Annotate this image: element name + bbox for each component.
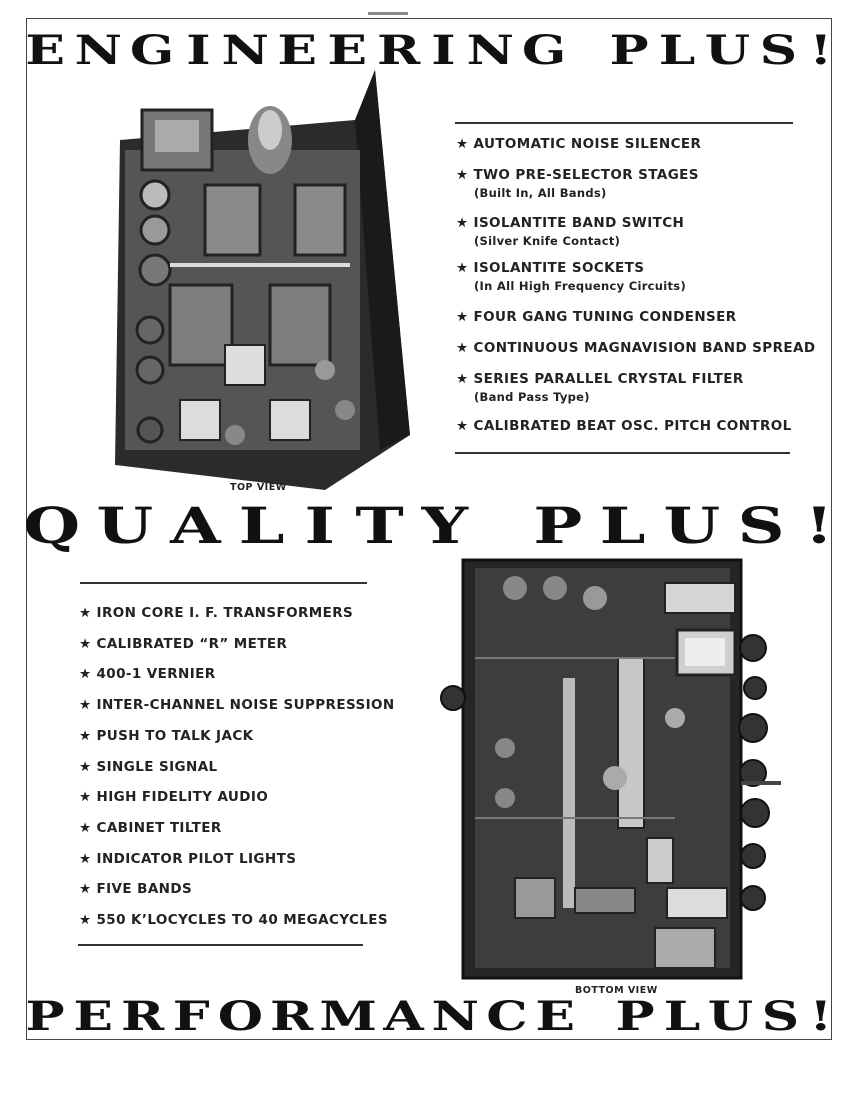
headline-letter: L [238,495,285,555]
headline-letter: S [737,495,785,555]
top-feature-item [456,167,699,200]
top-feature-item [456,340,815,356]
bottom-feature-item [79,636,287,652]
headline-letter: E [25,26,66,74]
top-features-rule-bottom [455,452,790,454]
top-feature-sub: (Silver Knife Contact) [474,234,621,248]
headline-letter: I [431,26,456,74]
headline-letter: T [355,495,404,555]
headline-letter: M [319,992,377,1040]
bottom-feature-item [79,820,222,836]
headline-letter: P [615,992,655,1040]
headline-letter: P [532,495,582,555]
bottom-features-rule-top [80,582,367,584]
top-feature-label: ISOLANTITE BAND SWITCH [473,215,685,231]
bottom-feature-item [79,728,254,744]
top-feature-sub: (Band Pass Type) [474,390,590,404]
headline-letter: Y [421,495,469,555]
headline-letter: L [658,26,696,74]
star-icon: ★ [79,758,92,775]
top-feature-item [456,215,684,248]
star-icon: ★ [79,912,92,928]
star-icon: ★ [79,789,92,806]
headline-letter: R [120,992,165,1040]
star-icon: ★ [79,697,92,714]
headline-letter: U [708,992,754,1040]
bottom-features-rule-bottom [78,944,363,946]
headline-letter: R [270,992,314,1040]
top-feature-item [456,309,737,325]
top-feature-item [456,418,792,434]
headline-letter: U [705,26,751,74]
star-icon: ★ [456,371,469,387]
headline-letter [586,993,604,1040]
star-icon: ★ [79,727,92,744]
bottom-feature-item [79,912,388,928]
headline-letter: G [130,26,175,74]
top-view-photo [110,70,412,490]
star-icon: ★ [456,167,469,183]
headline-letter: G [522,26,567,74]
star-icon: ★ [79,850,92,867]
bottom-feature-item [79,881,192,897]
bottom-feature-item [79,789,268,805]
bottom-feature-item [79,759,218,775]
star-icon: ★ [456,309,469,325]
bottom-feature-label: PUSH TO TALK JACK [96,727,254,744]
headline-letter: ! [804,495,834,555]
star-icon: ★ [79,666,92,683]
star-icon: ★ [79,819,92,836]
headline-letter: E [73,992,113,1040]
headline-letter: R [376,26,420,74]
headline-letter: P [25,992,65,1040]
bottom-feature-label: 550 K’LOCYCLES TO 40 MEGACYCLES [96,912,389,928]
scan-mark [368,12,408,15]
bottom-feature-item [79,605,353,621]
headline-letter: O [217,992,263,1040]
headline-letter: L [600,495,646,555]
top-features-rule-top [455,122,793,124]
headline-letter [489,496,512,555]
top-feature-label: SERIES PARALLEL CRYSTAL FILTER [473,371,744,387]
headline-letter: N [466,26,514,74]
headline-letter: ! [809,26,833,74]
bottom-feature-item [79,851,296,867]
bottom-feature-label: INDICATOR PILOT LIGHTS [96,850,297,867]
star-icon: ★ [79,605,92,621]
star-icon: ★ [456,215,469,231]
headline-letter: ! [809,992,833,1040]
headline-letter: U [663,495,720,555]
headline-letter: A [383,992,424,1040]
bottom-view-photo [435,558,785,980]
headline-letter: E [327,26,367,74]
star-icon: ★ [456,418,469,434]
headline-letter: U [96,495,153,555]
headline-letter: F [172,992,210,1040]
bottom-feature-label: FIVE BANDS [96,881,193,898]
top-view-caption: TOP VIEW [230,482,287,493]
top-feature-item [456,371,744,404]
bottom-feature-item [79,697,395,713]
top-feature-label: FOUR GANG TUNING CONDENSER [473,309,737,325]
headline-letter: E [535,992,576,1040]
headline-letter: S [761,992,799,1040]
star-icon: ★ [456,340,469,356]
top-feature-label: TWO PRE-SELECTOR STAGES [473,167,699,183]
bottom-feature-label: CALIBRATED “R” METER [96,635,288,652]
top-feature-label: AUTOMATIC NOISE SILENCER [473,136,702,152]
top-feature-label: ISOLANTITE SOCKETS [473,260,645,276]
headline-letter: C [485,992,528,1040]
headline-letter: A [169,495,221,555]
headline-letter [579,27,597,74]
headline-letter: P [609,26,649,74]
headline-letter: E [277,26,318,74]
headline-letter: I [185,26,211,74]
top-feature-label: CALIBRATED BEAT OSC. PITCH CONTROL [473,418,792,434]
headline-letter: Q [23,495,81,555]
top-feature-item [456,136,701,152]
headline-letter: N [431,992,479,1040]
headline-letter: I [304,495,335,555]
bottom-feature-label: CABINET TILTER [96,819,222,836]
bottom-feature-label: SINGLE SIGNAL [96,758,218,775]
top-feature-sub: (Built In, All Bands) [474,186,607,200]
headline-performance [25,992,833,1040]
top-feature-item [456,260,686,293]
headline-quality [23,495,834,555]
star-icon: ★ [79,881,92,898]
star-icon: ★ [456,136,469,152]
headline-letter: L [663,992,700,1040]
star-icon: ★ [79,635,92,652]
bottom-feature-label: IRON CORE I. F. TRANSFORMERS [96,605,354,621]
bottom-feature-item [79,666,216,682]
bottom-feature-label: HIGH FIDELITY AUDIO [96,789,269,806]
headline-engineering [25,26,833,74]
headline-letter: N [221,26,269,74]
bottom-feature-label: INTER-CHANNEL NOISE SUPPRESSION [96,697,395,714]
headline-letter: N [74,26,122,74]
top-feature-label: CONTINUOUS MAGNAVISION BAND SPREAD [473,340,816,356]
headline-letter: S [760,26,798,74]
star-icon: ★ [456,260,469,276]
bottom-view-caption: BOTTOM VIEW [575,985,658,996]
top-feature-sub: (In All High Frequency Circuits) [474,279,687,293]
bottom-feature-label: 400-1 VERNIER [96,666,216,683]
